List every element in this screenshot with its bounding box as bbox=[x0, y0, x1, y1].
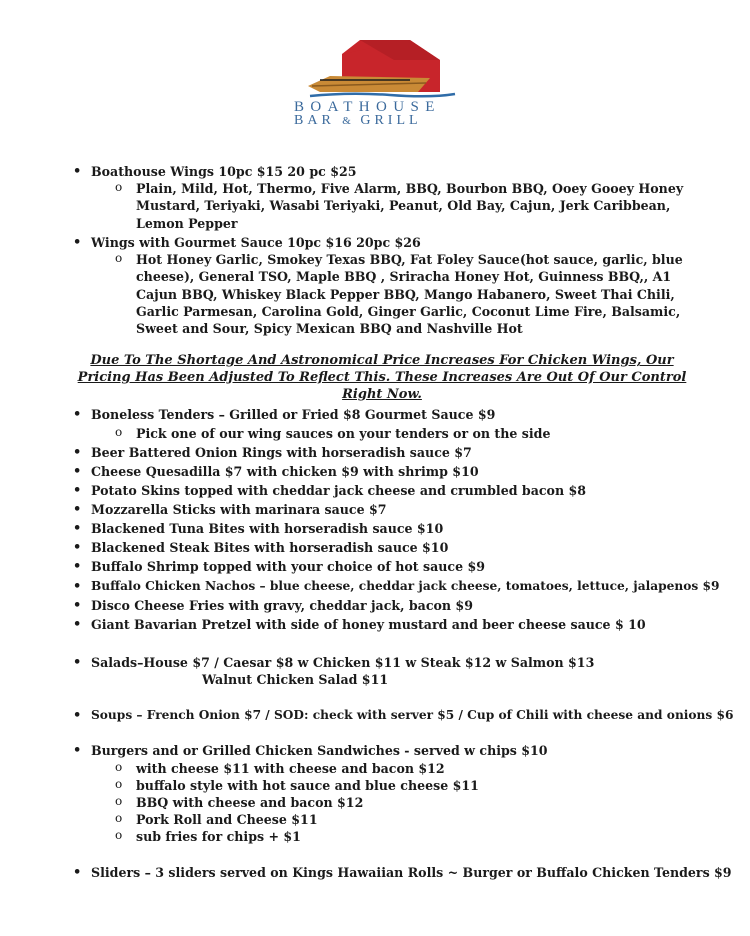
boathouse-wing-sauces: Plain, Mild, Hot, Thermo, Five Alarm, BBQ, Bourbon BBQ, Ooey Gooey Honey Mustard, Teriyaki, Wasabi Teriyaki, Peanut, Old Bay, Cajun, Jerk Caribbean, Lemon Pepper bbox=[136, 181, 684, 231]
brand-line1: BOATHOUSE bbox=[294, 99, 441, 115]
brand-name bbox=[294, 101, 464, 128]
water-line bbox=[310, 94, 455, 97]
menu-item-walnut-salad: Walnut Chicken Salad $11 bbox=[202, 672, 389, 687]
gourmet-wing-sauces: Hot Honey Garlic, Smokey Texas BBQ, Fat Foley Sauce(hot sauce, garlic, blue cheese), General TSO, Maple BBQ , Sriracha Honey Hot, Guinness BBQ,, A1 Cajun BBQ, Whiskey Black Pepper BBQ, Mango Habanero, Sweet Thai Chili, Garlic Parmesan, Carolina Gold, Ginger Garlic, Coconut Lime Fire, Balsamic, Sweet and Sour, Spicy Mexican BBQ and Nashville Hot bbox=[136, 252, 683, 337]
price-notice: Due To The Shortage And Astronomical Price Increases For Chicken Wings, Our Pricing Has Been Adjusted To Reflect This. These Increases Are Out Of Our Control Right Now. bbox=[77, 353, 687, 402]
brand-line2: BAR & GRILL bbox=[294, 113, 422, 128]
